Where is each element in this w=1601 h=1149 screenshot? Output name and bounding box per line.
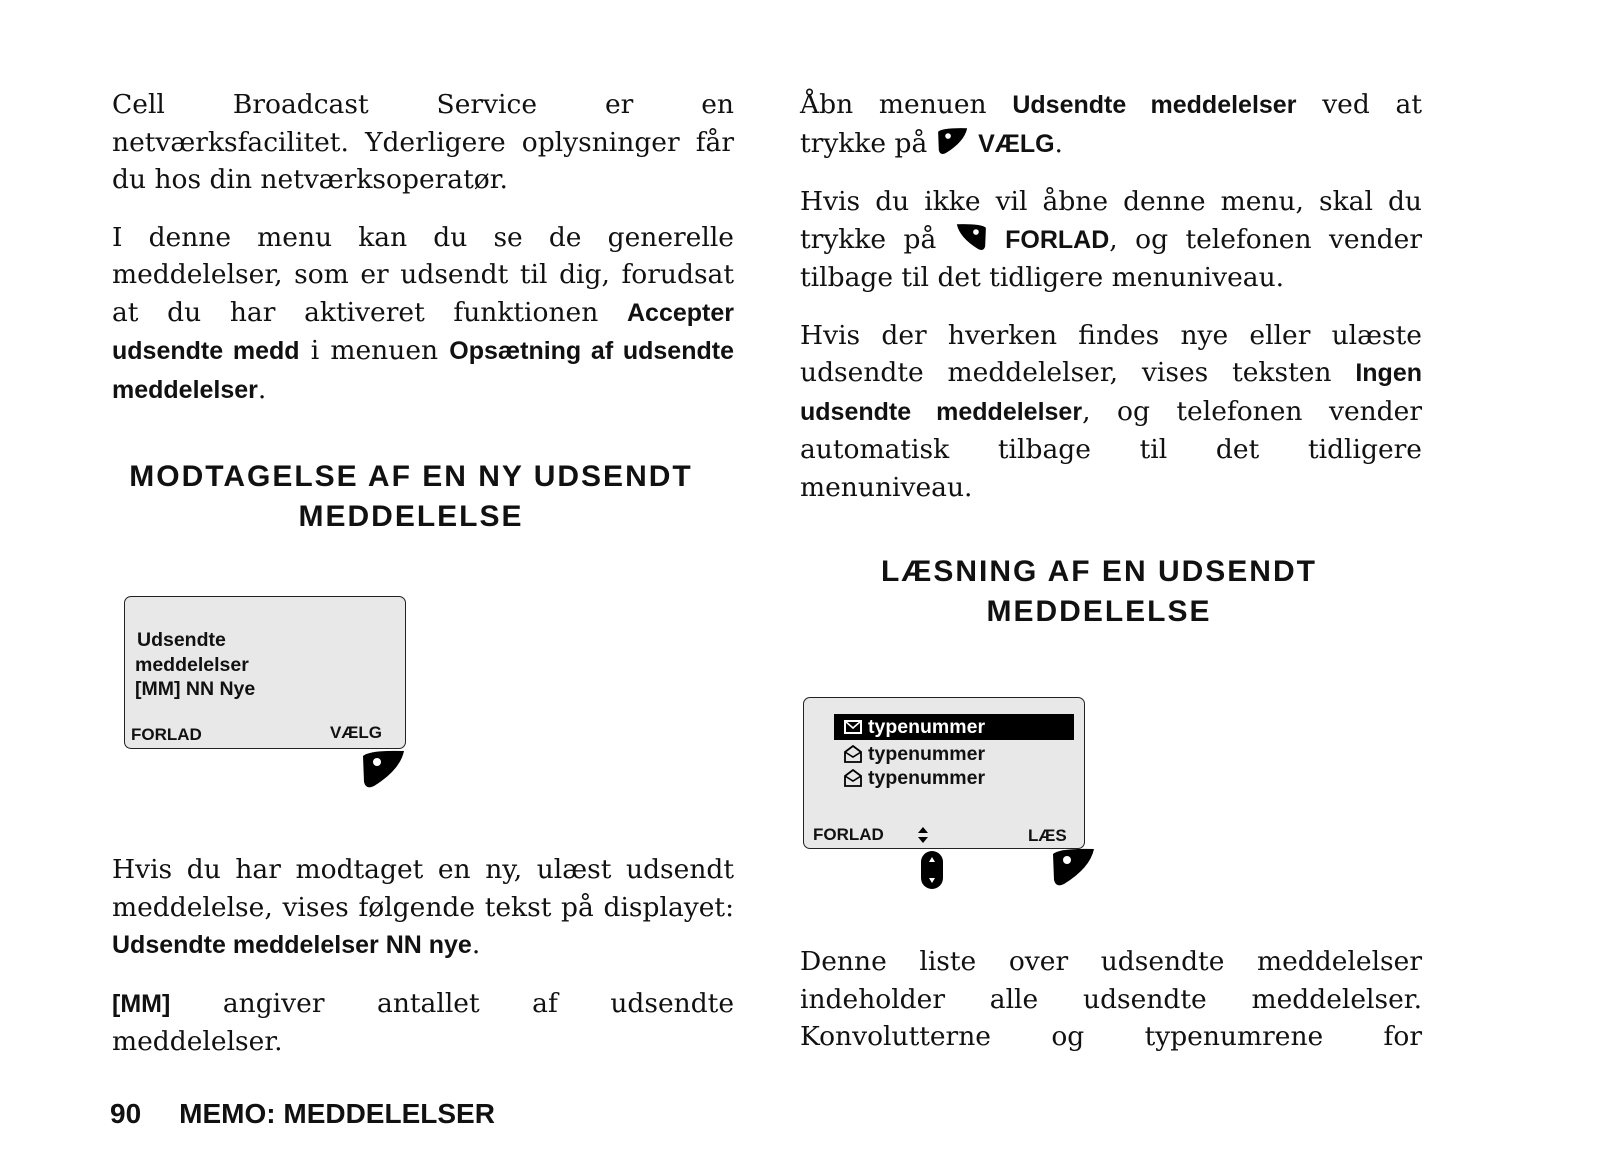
softkey-label-vaelg: VÆLG xyxy=(330,723,382,742)
menu-description-paragraph: I denne menu kan du se de generelle meddelelser, som er udsendt til dig, forudsat at du har aktiveret funktionen Accepter udsendte medd i menuen Opsætning af udsendte meddelelser. xyxy=(112,221,734,405)
scroll-arrows-icon xyxy=(917,826,929,844)
scroll-key-icon[interactable] xyxy=(920,850,944,895)
select-key-icon xyxy=(936,126,970,156)
display-line-2: meddelelser xyxy=(135,654,249,676)
list-item-selected[interactable] xyxy=(834,714,1074,740)
section-heading-receive: MODTAGELSE AF EN NY UDSENDT MEDDELELSE xyxy=(129,460,693,533)
phone-display-new-broadcast xyxy=(124,596,406,749)
select-key-icon[interactable] xyxy=(1050,846,1098,893)
right-lower-text xyxy=(800,943,1422,1076)
phone-display-broadcast-list xyxy=(803,697,1085,849)
intro-paragraph: Cell Broadcast Service er en netværksfacilitet. Yderligere oplysninger får du hos din netværksoperatør. xyxy=(112,89,734,195)
footer-section-title: MEMO: MEDDELELSER xyxy=(179,1098,495,1129)
no-messages-paragraph: Hvis der hverken findes nye eller ulæste udsendte meddelelser, vises teksten Ingen udsendte meddelelser, og telefonen vender automatisk tilbage til det tidligere menuniveau. xyxy=(800,319,1423,503)
list-item[interactable] xyxy=(834,741,985,767)
open-menu-paragraph: Åbn menuen Udsendte meddelelser ved at trykke på VÆLG. xyxy=(800,89,1423,159)
no-messages-display-text: Ingen udsendte meddelelser xyxy=(800,359,1422,426)
envelope-open-icon xyxy=(844,769,862,787)
select-key-icon[interactable] xyxy=(360,748,408,795)
page-footer xyxy=(110,1098,495,1130)
right-column xyxy=(800,86,1422,526)
new-message-display-text: Udsendte meddelelser NN nye xyxy=(112,931,472,959)
list-description-paragraph: Denne liste over udsendte meddelelser indeholder alle udsendte meddelelser. Konvolutterne og typenumrene for xyxy=(800,946,1422,1052)
display-line-1: Udsendte xyxy=(137,629,226,651)
setup-menu-name: Opsætning af udsendte meddelelser xyxy=(112,337,734,404)
left-column xyxy=(112,86,734,429)
list-item-label: typenummer xyxy=(868,742,986,765)
new-message-paragraph: Hvis du har modtaget en ny, ulæst udsendt meddelelse, vises følgende tekst på displayet: Udsendte meddelelser NN nye. xyxy=(112,854,734,960)
exit-key-icon xyxy=(954,222,988,252)
exit-menu-paragraph: Hvis du ikke vil åbne denne menu, skal du trykke på FORLAD, og telefonen vender tilbage til det tidligere menuniveau. xyxy=(800,186,1422,293)
page-number: 90 xyxy=(110,1098,142,1129)
mm-placeholder: [MM] xyxy=(112,989,171,1018)
list-item-label: typenummer xyxy=(868,715,986,738)
softkey-label-laes: LÆS xyxy=(1028,826,1067,845)
envelope-open-icon xyxy=(844,745,862,763)
mm-count-paragraph: [MM] angiver antallet af udsendte meddelelser. xyxy=(112,987,734,1057)
left-lower-text xyxy=(112,851,734,1081)
softkey-label-forlad: FORLAD xyxy=(813,825,884,844)
display-line-3: [MM] NN Nye xyxy=(135,678,256,700)
accept-function-name: Accepter udsendte medd xyxy=(112,298,734,365)
broadcast-menu-name: Udsendte meddelelser xyxy=(1012,91,1297,119)
envelope-closed-icon xyxy=(844,719,862,735)
list-item-label: typenummer xyxy=(868,766,986,789)
vaelg-key-label: VÆLG xyxy=(978,129,1055,158)
forlad-key-label: FORLAD xyxy=(1005,225,1110,254)
softkey-label-forlad: FORLAD xyxy=(131,725,202,744)
list-item[interactable] xyxy=(834,765,985,791)
section-heading-read: LÆSNING AF EN UDSENDT MEDDELELSE xyxy=(881,555,1317,628)
